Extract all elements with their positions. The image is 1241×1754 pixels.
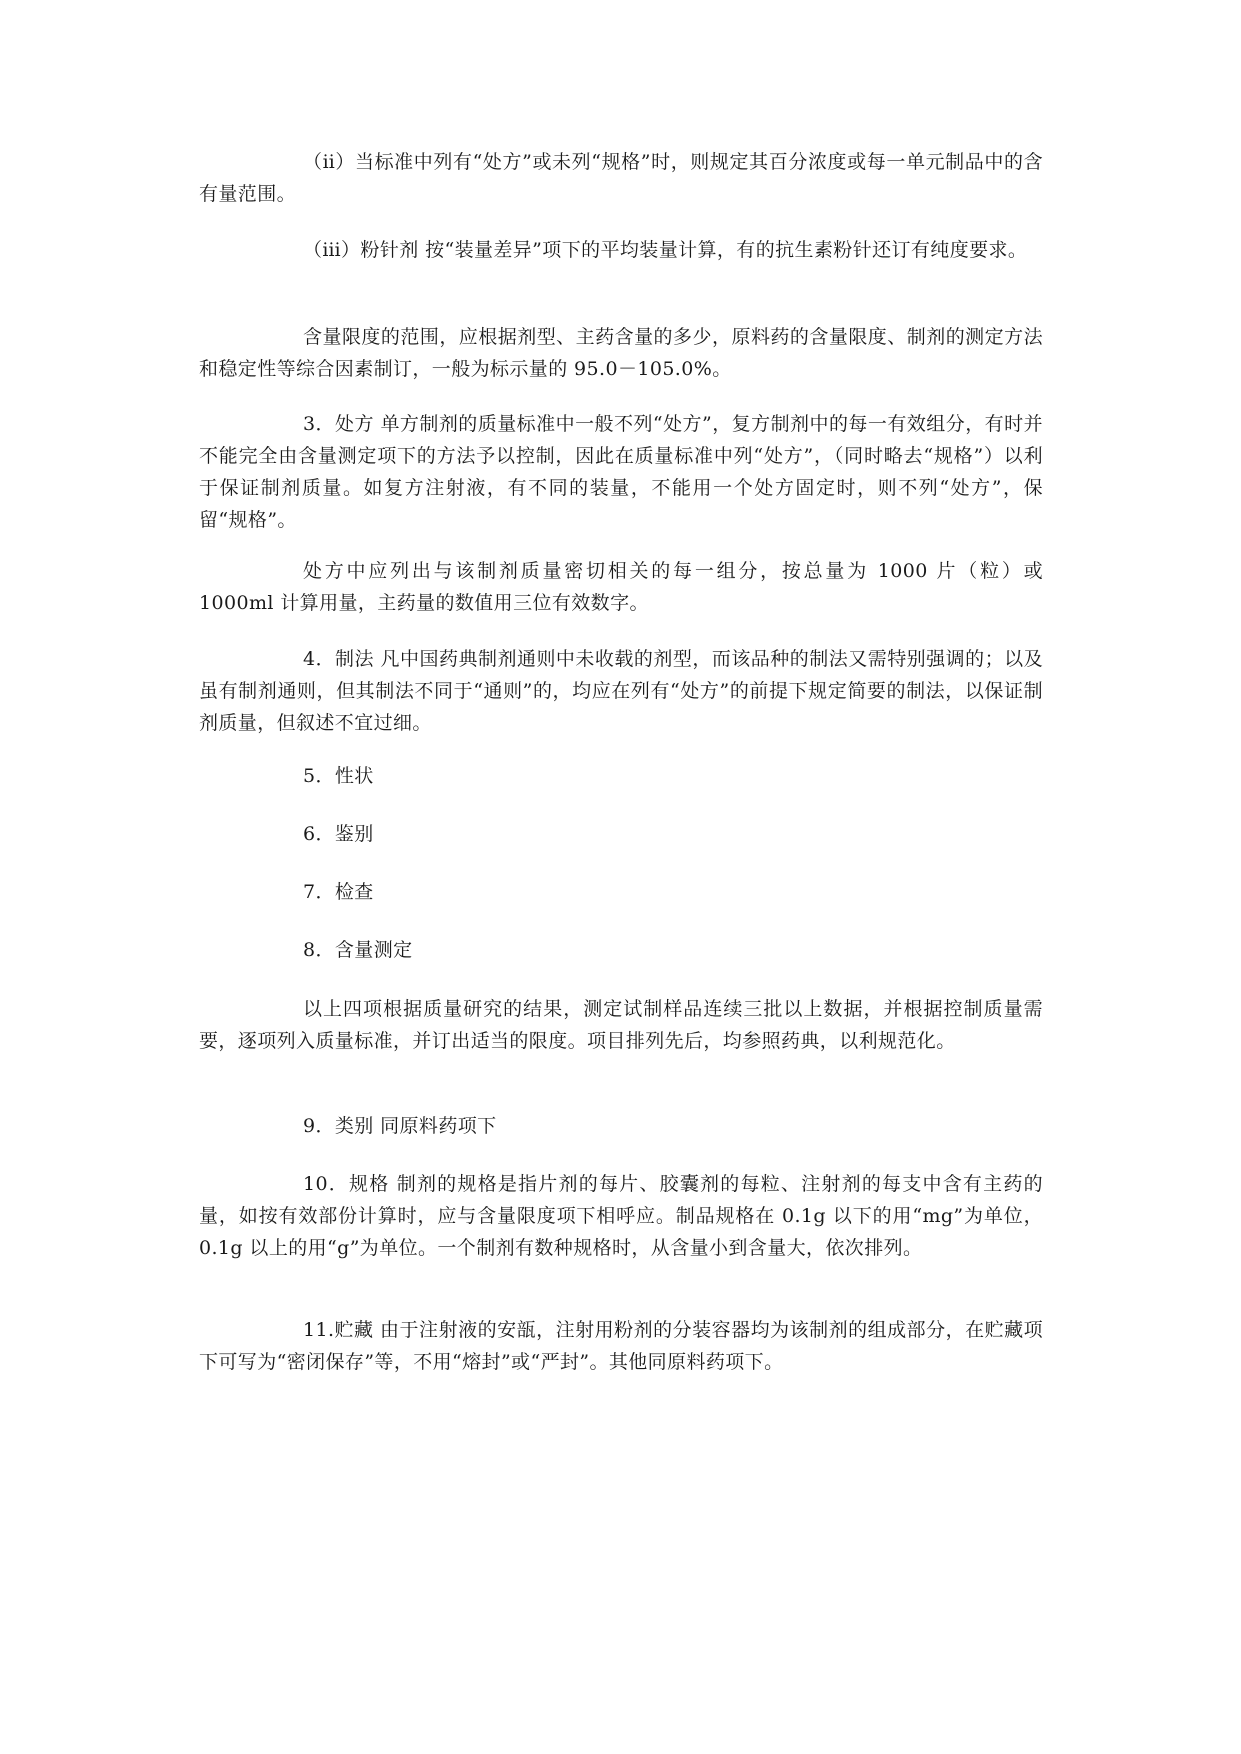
paragraph-ii-prescription-content-range: （ⅱ）当标准中列有“处方”或未列“规格”时，则规定其百分浓度或每一单元制品中的含有量范围。 xyxy=(199,151,1043,205)
heading-8-assay: 8．含量测定 xyxy=(303,939,413,961)
heading-6-identification: 6．鉴别 xyxy=(303,823,374,845)
paragraph-content-limit-range: 含量限度的范围，应根据剂型、主药含量的多少，原料药的含量限度、制剂的测定方法和稳定性等综合因素制订，一般为标示量的 95.0－105.0%。 xyxy=(199,326,1043,380)
heading-9-category: 9．类别 同原料药项下 xyxy=(303,1115,497,1137)
heading-7-examination: 7．检查 xyxy=(303,881,374,903)
paragraph-11-storage: 11.贮藏 由于注射液的安瓿，注射用粉剂的分装容器均为该制剂的组成部分，在贮藏项下可写为“密闭保存”等，不用“熔封”或“严封”。其他同原料药项下。 xyxy=(199,1319,1043,1373)
paragraph-4-preparation-method: 4．制法 凡中国药典制剂通则中未收载的剂型，而该品种的制法又需特别强调的；以及虽有制剂通则，但其制法不同于“通则”的，均应在列有“处方”的前提下规定简要的制法，以保证制剂质量，但叙述不宜过细。 xyxy=(199,648,1043,734)
paragraph-10-specification: 10．规格 制剂的规格是指片剂的每片、胶囊剂的每粒、注射剂的每支中含有主药的量，如按有效部份计算时，应与含量限度项下相呼应。制品规格在 0.1g 以下的用“mg”为单位，0.1g 以上的用“g”为单位。一个制剂有数种规格时，从含量小到含量大，依次排列。 xyxy=(199,1173,1043,1259)
paragraph-prescription-components: 处方中应列出与该制剂质量密切相关的每一组分，按总量为 1000 片（粒）或 1000ml 计算用量，主药量的数值用三位有效数字。 xyxy=(199,560,1043,614)
heading-5-appearance: 5．性状 xyxy=(303,765,374,787)
paragraph-four-items-summary: 以上四项根据质量研究的结果，测定试制样品连续三批以上数据，并根据控制质量需要，逐项列入质量标准，并订出适当的限度。项目排列先后，均参照药典，以利规范化。 xyxy=(199,998,1043,1052)
paragraph-iii-powder-injection: （ⅲ）粉针剂 按“装量差异”项下的平均装量计算，有的抗生素粉针还订有纯度要求。 xyxy=(303,239,1028,261)
paragraph-3-prescription: 3．处方 单方制剂的质量标准中一般不列“处方”，复方制剂中的每一有效组分，有时并不能完全由含量测定项下的方法予以控制，因此在质量标准中列“处方”，（同时略去“规格”）以利于保证制剂质量。如复方注射液，有不同的装量，不能用一个处方固定时，则不列“处方”，保留“规格”。 xyxy=(199,413,1043,531)
